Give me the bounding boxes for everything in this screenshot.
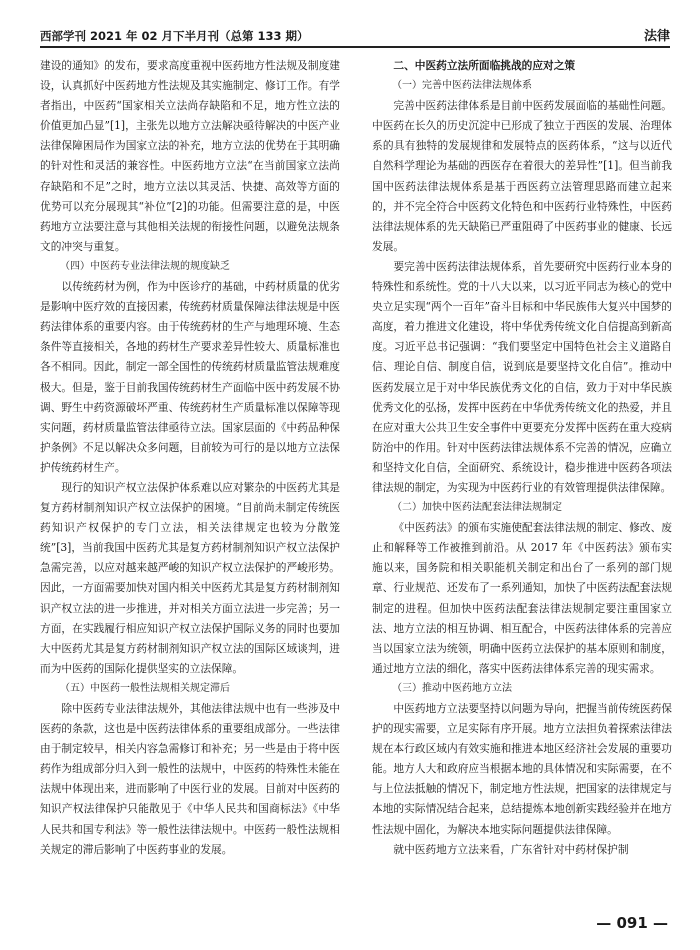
paragraph: 要完善中医药法律法规体系，首先要研究中医药行业本身的特殊性和系统性。党的十八大以来，以习近平同志为核心的党中央立足实现“两个一百年”奋斗目标和中华民族伟大复兴中国梦的高度，着力推进文化建设，将中华优秀传统文化自信提高到新高度。习近平总书记强调：“我们要坚定中国特色社会主义道路自信、理论自信、制度自信，说到底是要坚持文化自信”。推动中医药发展立足于对中华民族优秀文化的自信，致力于对中华民族优秀文化的弘扬，发挥中医药在中华优秀传统文化的热爱，并且在应对重大公共卫生安全事件中更要充分发挥中医药在重大疫病防治中的作用。针对中医药法律法规体系不完善的情况，应确立和坚持文化自信，全面研究、系统设计，稳步推进中医药各项法律法规的制定，为实现为中医药行业的有效管理提供法律保障。 [372, 259, 672, 494]
paragraph: 就中医药地方立法来看，广东省针对中药材保护制 [393, 842, 629, 856]
paragraph: 现行的知识产权立法保护体系难以应对繁杂的中医药尤其是复方药材制剂知识产权立法保护的困境。“目前尚未制定传统医药知识产权保护的专门立法，相关法律规定也较为分散笼统”[3]，当前我国中医药尤其是复方药材制剂知识产权立法保护急需完善，以应对越来越严峻的知识产权立法保护的严峻形势。因此，一方面需要加快对国内相关中医药尤其是复方药材制剂知识产权立法的进一步推进，并对相关方面立法进一步完善；另一方面，在实践履行相应知识产权立法保护国际义务的同时也要加大中医药尤其是复方药材制剂知识产权立法的国际区域谈判，进而为中医药的国际化提供坚实的立法保障。 [40, 480, 340, 675]
header-rule [40, 46, 670, 48]
paragraph: 《中医药法》的颁布实施使配套法律法规的制定、修改、废止和解释等工作被推到前沿。从 2017 年《中医药法》颁布实施以来，国务院和相关职能机关制定和出台了一系列的部门规章、行业规范、还发布了一系列通知，加快了中医药法配套法规制定的进程。但加快中医药法配套法律法规制定要注重国家立法、地方立法的相互协调、相互配合，中医药法律体系的完善应当以国家立法为统领，明确中医药立法保护的基本原则和制度，通过地方立法的细化，落实中医药法律体系完善的现实需求。 [372, 521, 672, 675]
paragraph-continued: 建设的通知》的发布，要求高度重视中医药地方性法规及制度建设，认真抓好中医药地方性法规及其实施制定、修订工作。有学者指出，中医药“国家相关立法尚存缺陷和不足，地方性立法的价值更加凸显”[1]，主张先以地方立法解决亟待解决的中医产业法律保障困局作为国家立法的补充，地方立法的优势在于其明确的针对性和灵活的兼容性。中医药地方立法“在当前国家立法尚存缺陷和不足”之时，地方立法以其灵活、快捷、高效等方面的优势可以充分展现其“补位”[2]的功能。但需要注意的是，中医药地方立法要注意与其他相关法规的衔接性问题，以避免法规条文的冲突与重复。 [40, 59, 340, 253]
subsection-heading: （四）中医药专业法律法规的规度缺乏 [60, 260, 230, 272]
left-column [40, 56, 340, 860]
section-label: 法律 [643, 29, 670, 44]
page-number: — 091 — [596, 914, 668, 932]
paragraph: 完善中医药法律体系是目前中医药发展面临的基础性问题。中医药在长久的历史沉淀中已形成了独立于西医的发展、治理体系的具有独特的发展规律和发展特点的医药体系，“这与以近代自然科学理论为基础的西医存在着很大的差异性”[1]。但当前我国中医药法律法规体系是基于西医药立法管理思路而建立起来的，并不完全符合中医药文化特色和中医药行业特殊性，中医药法律法规体系的先天缺陷已严重阻碍了中医药事业的健康、长远发展。 [372, 99, 672, 253]
right-column [372, 56, 672, 860]
subsection-heading: （三）推动中医药地方立法 [392, 682, 512, 694]
page-header [40, 20, 670, 44]
paragraph: 以传统药材为例，作为中医诊疗的基础，中药材质量的优劣是影响中医疗效的直接因素，传统药材质量保障法律法规是中医药法律体系的重要内容。由于传统药材的生产与地理环境、生态条件等直接相关，各地的药材生产要求差异性较大、质量标准也各不相同。因此，制定一部全国性的传统药材质量监管法规难度极大。但是，鉴于目前我国传统药材生产面临中医中药发展不协调、野生中药资源破坏严重、传统药材生产质量标准以保障等现实问题，药材质量监管法律亟待立法。国家层面的《中药品种保护条例》不足以解决众多问题，目前较为可行的是以地方立法保护传统药材生产。 [40, 280, 340, 474]
paragraph: 除中医药专业法律法规外，其他法律法规中也有一些涉及中医药的条款，这也是中医药法律体系的重要组成部分。一些法律由于制定较早，相关内容急需修订和补充；另一些是由于将中医药作为组成部分归入到一般性的法规中，中医药的特殊性未能在法规中体现出来，进而影响了中医行业的发展。目前对中医药的知识产权法律保护只能散见于《中华人民共和国商标法》《中华人民共和国专利法》等一般性法律法规中。中医药一般性法规相关规定的滞后影响了中医药事业的发展。 [40, 702, 340, 856]
subsection-heading: （一）完善中医药法律法规体系 [392, 80, 532, 92]
subsection-heading: （二）加快中医药法配套法律法规制定 [392, 502, 562, 514]
journal-title: 西部学刊 2021 年 02 月下半月刊（总第 133 期） [40, 29, 309, 43]
section-heading: 二、中医药立法所面临挑战的应对之策 [393, 59, 576, 72]
paragraph: 中医药地方立法要坚持以问题为导向，把握当前传统医药保护的现实需要，立足实际有序开展。地方立法担负着探索法律法规在本行政区域内有效实施和推进本地区经济社会发展的重要功能。地方人大和政府应当根据本地的具体情况和实际需要，在不与上位法抵触的情况下，制定地方性法规，把国家的法律规定与本地的实际情况结合起来，总结提炼本地创新实践经验并在地方性法规中固化，为解决本地实际问题提供法律保障。 [372, 702, 672, 836]
subsection-heading: （五）中医药一般性法规相关规定滞后 [60, 682, 230, 694]
